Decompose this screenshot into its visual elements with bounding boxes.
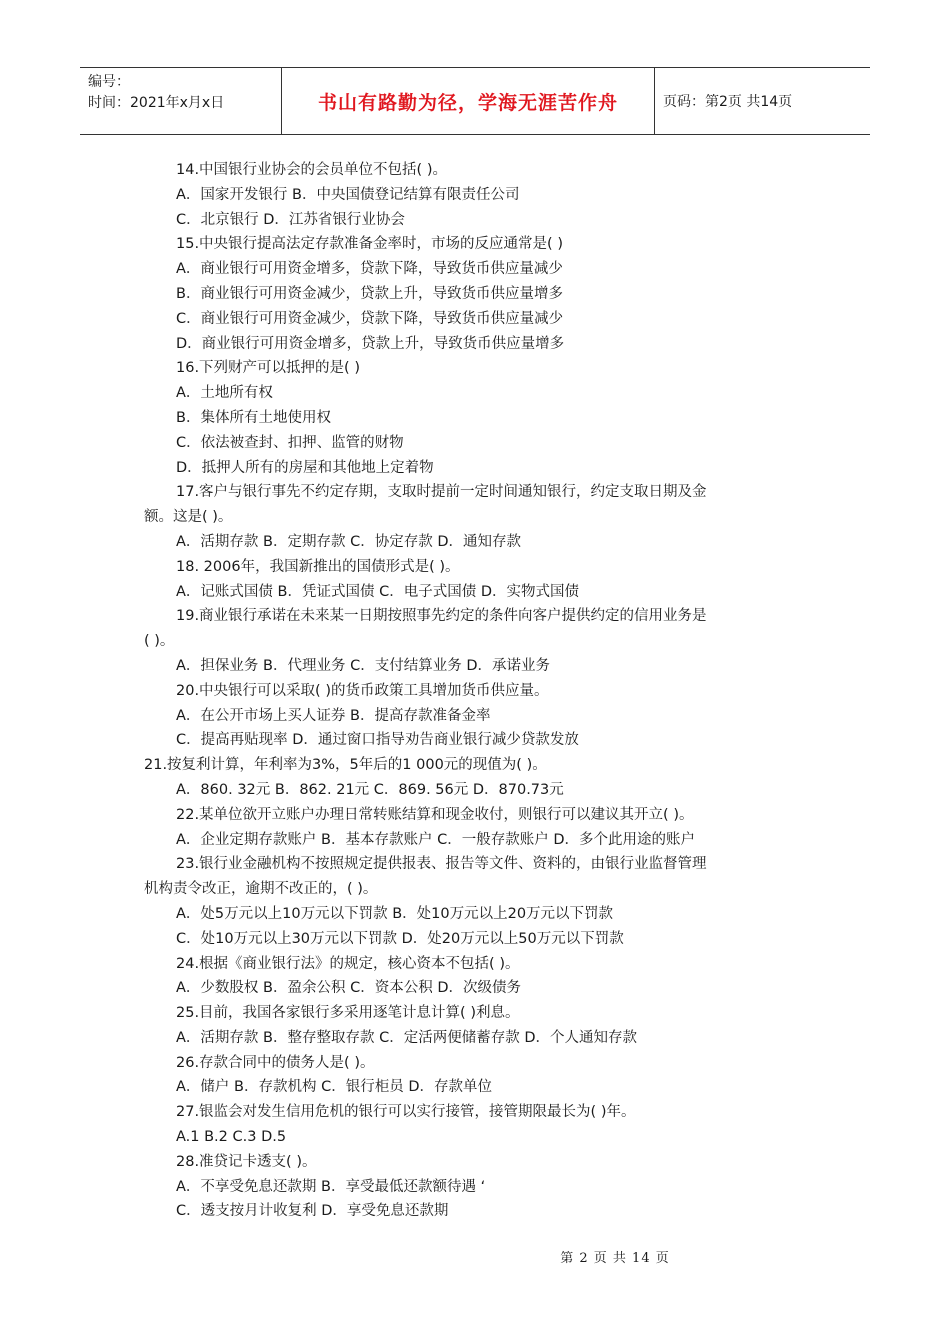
text-line: D．商业银行可用资金增多，贷款上升，导致货币供应量增多 [176,335,565,352]
page-footer: 第 2 页 共 14 页 [560,1251,670,1266]
text-line: ( )。 [144,633,175,650]
text-line: 23.银行业金融机构不按照规定提供报表、报告等文件、资料的，由银行业监督管理 [176,856,707,873]
text-line: A．在公开市场上买人证券 B．提高存款准备金率 [176,707,491,724]
document-body [144,158,814,1224]
text-line: A．担保业务 B．代理业务 C．支付结算业务 D．承诺业务 [176,657,550,674]
text-line: A．不享受免息还款期 B．享受最低还款额待遇 ‘ [176,1178,486,1195]
text-line: C．北京银行 D．江苏省银行业协会 [176,211,405,228]
text-line: 17.客户与银行事先不约定存期，支取时提前一定时间通知银行，约定支取日期及金 [176,484,707,501]
text-line: 机构责令改正，逾期不改正的，( )。 [144,881,378,898]
text-line: C．商业银行可用资金减少，贷款下降，导致货币供应量减少 [176,310,564,327]
text-line: C．透支按月计收复利 D．享受免息还款期 [176,1203,449,1220]
text-line: A．活期存款 B．定期存款 C．协定存款 D．通知存款 [176,533,521,550]
text-line: 15.中央银行提高法定存款准备金率时，市场的反应通常是( ) [176,236,563,253]
date-label: 时间：2021年x月x日 [88,95,225,111]
text-line: A．土地所有权 [176,385,273,402]
text-line: C．依法被查封、扣押、监管的财物 [176,434,404,451]
text-line: B．商业银行可用资金减少，贷款上升，导致货币供应量增多 [176,285,563,302]
text-line: A．活期存款 B．整存整取存款 C．定活两便储蓄存款 D．个人通知存款 [176,1029,637,1046]
text-line: B．集体所有土地使用权 [176,409,331,426]
text-line: 26.存款合同中的债务人是( )。 [176,1054,375,1071]
text-line: A．860. 32元 B．862. 21元 C．869. 56元 D．870.73元 [176,781,564,798]
page-header [80,67,870,135]
number-label: 编号： [88,74,130,90]
text-line: C．处10万元以上30万元以下罚款 D．处20万元以上50万元以下罚款 [176,930,624,947]
text-line: A．商业银行可用资金增多，贷款下降，导致货币供应量减少 [176,261,563,278]
text-line: 27.银监会对发生信用危机的银行可以实行接管，接管期限最长为( )年。 [176,1104,636,1121]
text-line: C．提高再贴现率 D．通过窗口指导劝告商业银行减少贷款发放 [176,732,579,749]
text-line: A．记账式国债 B．凭证式国债 C．电子式国债 D．实物式国债 [176,583,579,600]
text-line: 28.准贷记卡透支( )。 [176,1153,317,1170]
text-line: A．企业定期存款账户 B．基本存款账户 C．一般存款账户 D．多个此用途的账户 [176,831,695,848]
text-line: 19.商业银行承诺在未来某一日期按照事先约定的条件向客户提供约定的信用业务是 [176,608,707,625]
text-line: 16.下列财产可以抵押的是( ) [176,360,360,377]
text-line: 24.根据《商业银行法》的规定，核心资本不包括( )。 [176,955,520,972]
header-motto: 书山有路勤为径，学海无涯苦作舟 [282,68,655,134]
header-left-cell [80,68,282,134]
text-line: A．少数股权 B．盈余公积 C．资本公积 D．次级债务 [176,980,521,997]
text-line: A.1 B.2 C.3 D.5 [176,1129,287,1146]
text-line: 25.目前，我国各家银行多采用逐笔计息计算( )利息。 [176,1005,520,1022]
text-line: A．储户 B．存款机构 C．银行柜员 D．存款单位 [176,1079,492,1096]
header-page-label: 页码：第2页 共14页 [663,94,793,110]
text-line: 14.中国银行业协会的会员单位不包括( )。 [176,162,447,178]
text-line: 额。这是( )。 [144,509,233,526]
text-line: 18. 2006年，我国新推出的国债形式是( )。 [176,558,460,575]
text-line: 20.中央银行可以采取( )的货币政策工具增加货币供应量。 [176,682,549,699]
text-line: A．处5万元以上10万元以下罚款 B．处10万元以上20万元以下罚款 [176,905,614,922]
text-line: 22.某单位欲开立账户办理日常转账结算和现金收付，则银行可以建议其开立( )。 [176,806,694,823]
text-line: A．国家开发银行 B．中央国债登记结算有限责任公司 [176,186,520,203]
text-line: 21.按复利计算，年利率为3%，5年后的1 000元的现值为( )。 [144,757,547,774]
text-line: D．抵押人所有的房屋和其他地上定着物 [176,459,434,476]
